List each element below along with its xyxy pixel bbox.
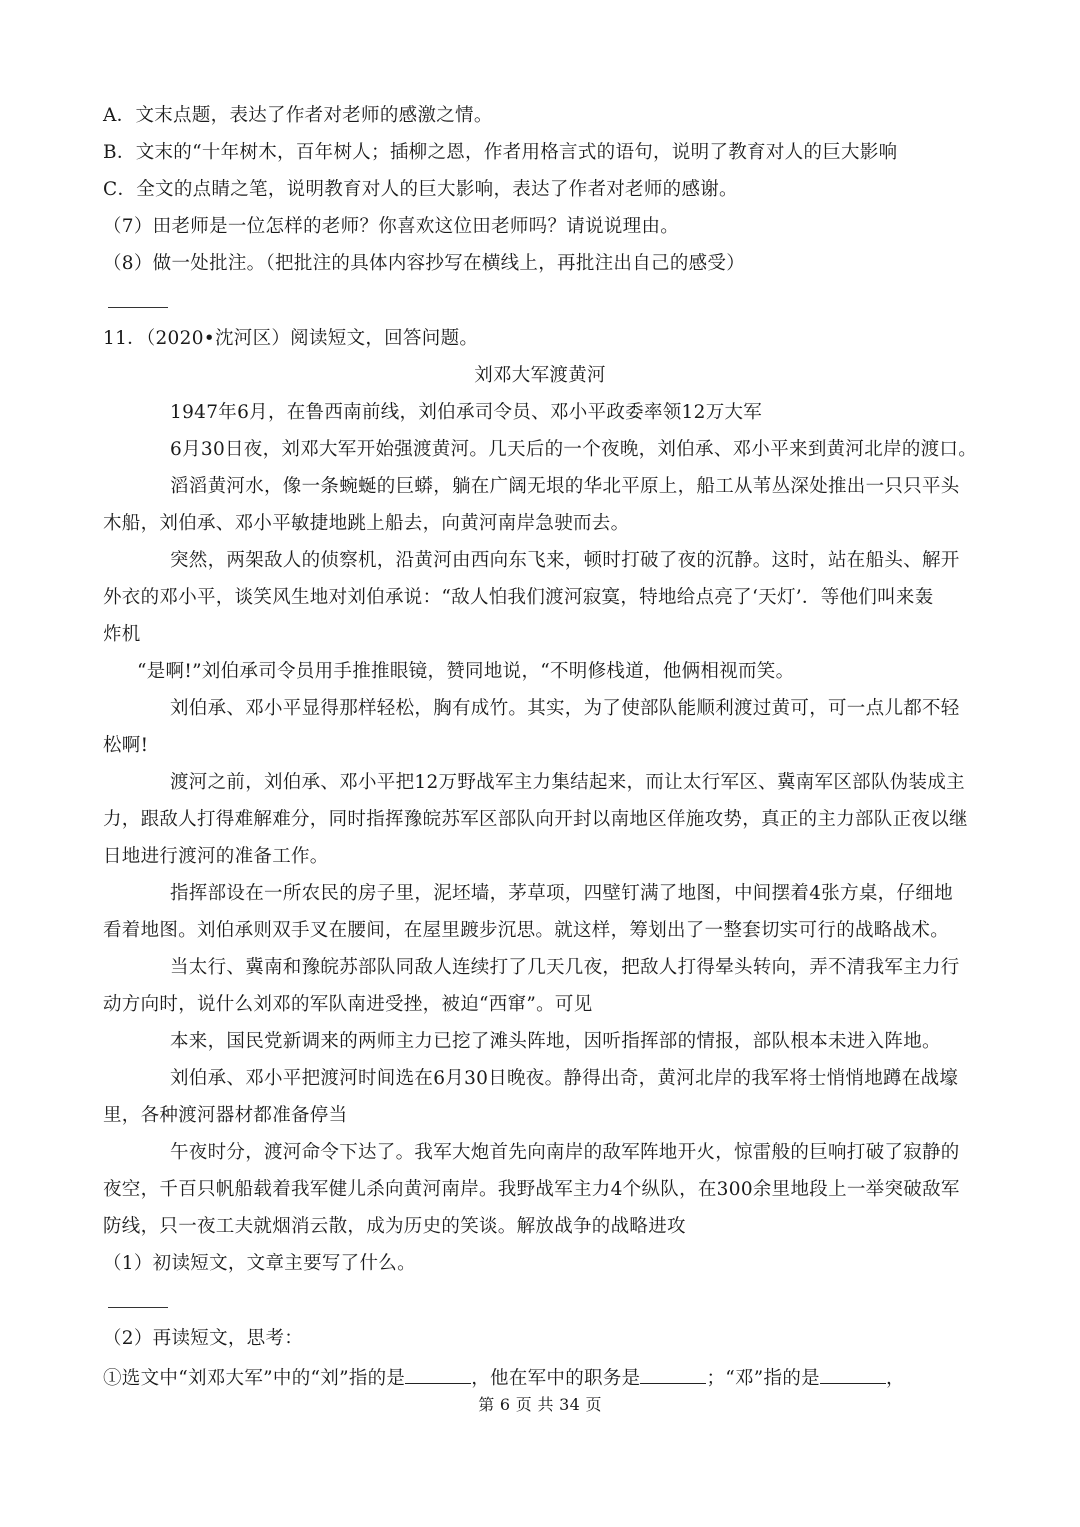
article-title: 刘邓大军渡黄河: [474, 365, 606, 386]
article-line: 滔滔黄河水，像一条蜿蜒的巨蟒，躺在广阔无垠的华北平原上，船工从苇丛深处推出一只只平头: [170, 476, 960, 497]
article-line: 夜空，千百只帆船载着我军健儿杀向黄河南岸。我野战军主力4个纵队，在300余里地段上一举突破敌军: [103, 1179, 960, 1200]
article-line: 炸机: [103, 624, 141, 645]
article-line: 6月30日夜，刘邓大军开始强渡黄河。几天后的一个夜晚，刘伯承、邓小平来到黄河北岸的渡口。: [170, 439, 978, 460]
question-7: （7）田老师是一位怎样的老师？你喜欢这位田老师吗？请说说理由。: [103, 216, 680, 237]
article-line: 刘伯承、邓小平显得那样轻松，胸有成竹。其实，为了使部队能顺利渡过黄可，可一点儿都不轻: [170, 698, 960, 719]
article-line: 动方向时，说什么刘邓的军队南进受挫，被迫“西窜”。可见: [103, 994, 593, 1015]
article-line: 刘伯承、邓小平把渡河时间选在6月30日晚夜。静得出奇，黄河北岸的我军将士悄悄地蹲在战壕: [170, 1068, 959, 1089]
article-line: 日地进行渡河的准备工作。: [103, 846, 329, 867]
article-line: 本来，国民党新调来的两师主力已挖了滩头阵地，因听指挥部的情报，部队根本未进入阵地。: [170, 1031, 941, 1052]
question-11-1: （1）初读短文，文章主要写了什么。: [103, 1253, 416, 1274]
q11-2-1-text-3: ；“邓”指的是: [706, 1368, 820, 1389]
answer-line-q8[interactable]: [108, 307, 168, 308]
article-line: 里，各种渡河器材都准备停当: [103, 1105, 348, 1126]
article-line: 木船，刘伯承、邓小平敏捷地跳上船去，向黄河南岸急驶而去。: [103, 513, 630, 534]
article-line: 力，跟敌人打得难解难分，同时指挥豫皖苏军区部队向开封以南地区佯施攻势，真正的主力部队正夜以继: [103, 809, 968, 830]
q11-2-1-text-2: ，他在军中的职务是: [471, 1368, 641, 1389]
option-b: B．文末的“十年树木，百年树人；插柳之恩，作者用格言式的语句，说明了教育对人的巨大影响: [103, 142, 898, 163]
blank-liu-position[interactable]: [640, 1363, 706, 1384]
article-line: 突然，两架敌人的侦察机，沿黄河由西向东飞来，顿时打破了夜的沉静。这时，站在船头、解开: [170, 550, 960, 571]
page-footer: 第 6 页 共 34 页: [478, 1395, 602, 1414]
article-line: 防线，只一夜工夫就烟消云散，成为历史的笑谈。解放战争的战略进攻: [103, 1216, 686, 1237]
article-line: 当太行、冀南和豫皖苏部队同敌人连续打了几天几夜，把敌人打得晕头转向，弄不清我军主力行: [170, 957, 960, 978]
question-11-header: 11．（2020•沈河区）阅读短文，回答问题。: [103, 328, 479, 349]
question-11-2-1: [103, 1363, 1080, 1392]
option-a: A．文末点题，表达了作者对老师的感激之情。: [103, 105, 493, 126]
blank-liu-name[interactable]: [405, 1363, 471, 1384]
blank-deng-name[interactable]: [820, 1363, 886, 1384]
article-line: 午夜时分，渡河命令下达了。我军大炮首先向南岸的敌军阵地开火，惊雷般的巨响打破了寂静的: [170, 1142, 960, 1163]
option-c: C．全文的点睛之笔，说明教育对人的巨大影响，表达了作者对老师的感谢。: [103, 179, 738, 200]
article-line: 1947年6月，在鲁西南前线，刘伯承司令员、邓小平政委率领12万大军: [170, 402, 763, 423]
article-line: 指挥部设在一所农民的房子里，泥坯墙，茅草项，四壁钉满了地图，中间摆着4张方桌，仔细地: [170, 883, 953, 904]
article-line: 渡河之前，刘伯承、邓小平把12万野战军主力集结起来，而让太行军区、冀南军区部队伪装成主: [170, 772, 965, 793]
article-line: 外衣的邓小平，谈笑风生地对刘伯承说：“敌人怕我们渡河寂寞，特地给点亮了‘天灯’．等他们叫来轰: [103, 587, 934, 608]
q11-2-1-text-4: ，: [885, 1368, 905, 1389]
question-8: （8）做一处批注。（把批注的具体内容抄写在横线上，再批注出自己的感受）: [103, 253, 746, 274]
article-line: “是啊!”刘伯承司令员用手推推眼镜，赞同地说，“不明修栈道，他俩相视而笑。: [137, 661, 795, 682]
answer-line-q11-1[interactable]: [108, 1307, 168, 1308]
question-11-2: （2）再读短文，思考：: [103, 1328, 304, 1349]
q11-2-1-text-1: ①选文中“刘邓大军”中的“刘”指的是: [103, 1368, 406, 1389]
article-line: 松啊!: [103, 735, 149, 756]
article-line: 看着地图。刘伯承则双手叉在腰间，在屋里踱步沉思。就这样，筹划出了一整套切实可行的战略战术。: [103, 920, 950, 941]
